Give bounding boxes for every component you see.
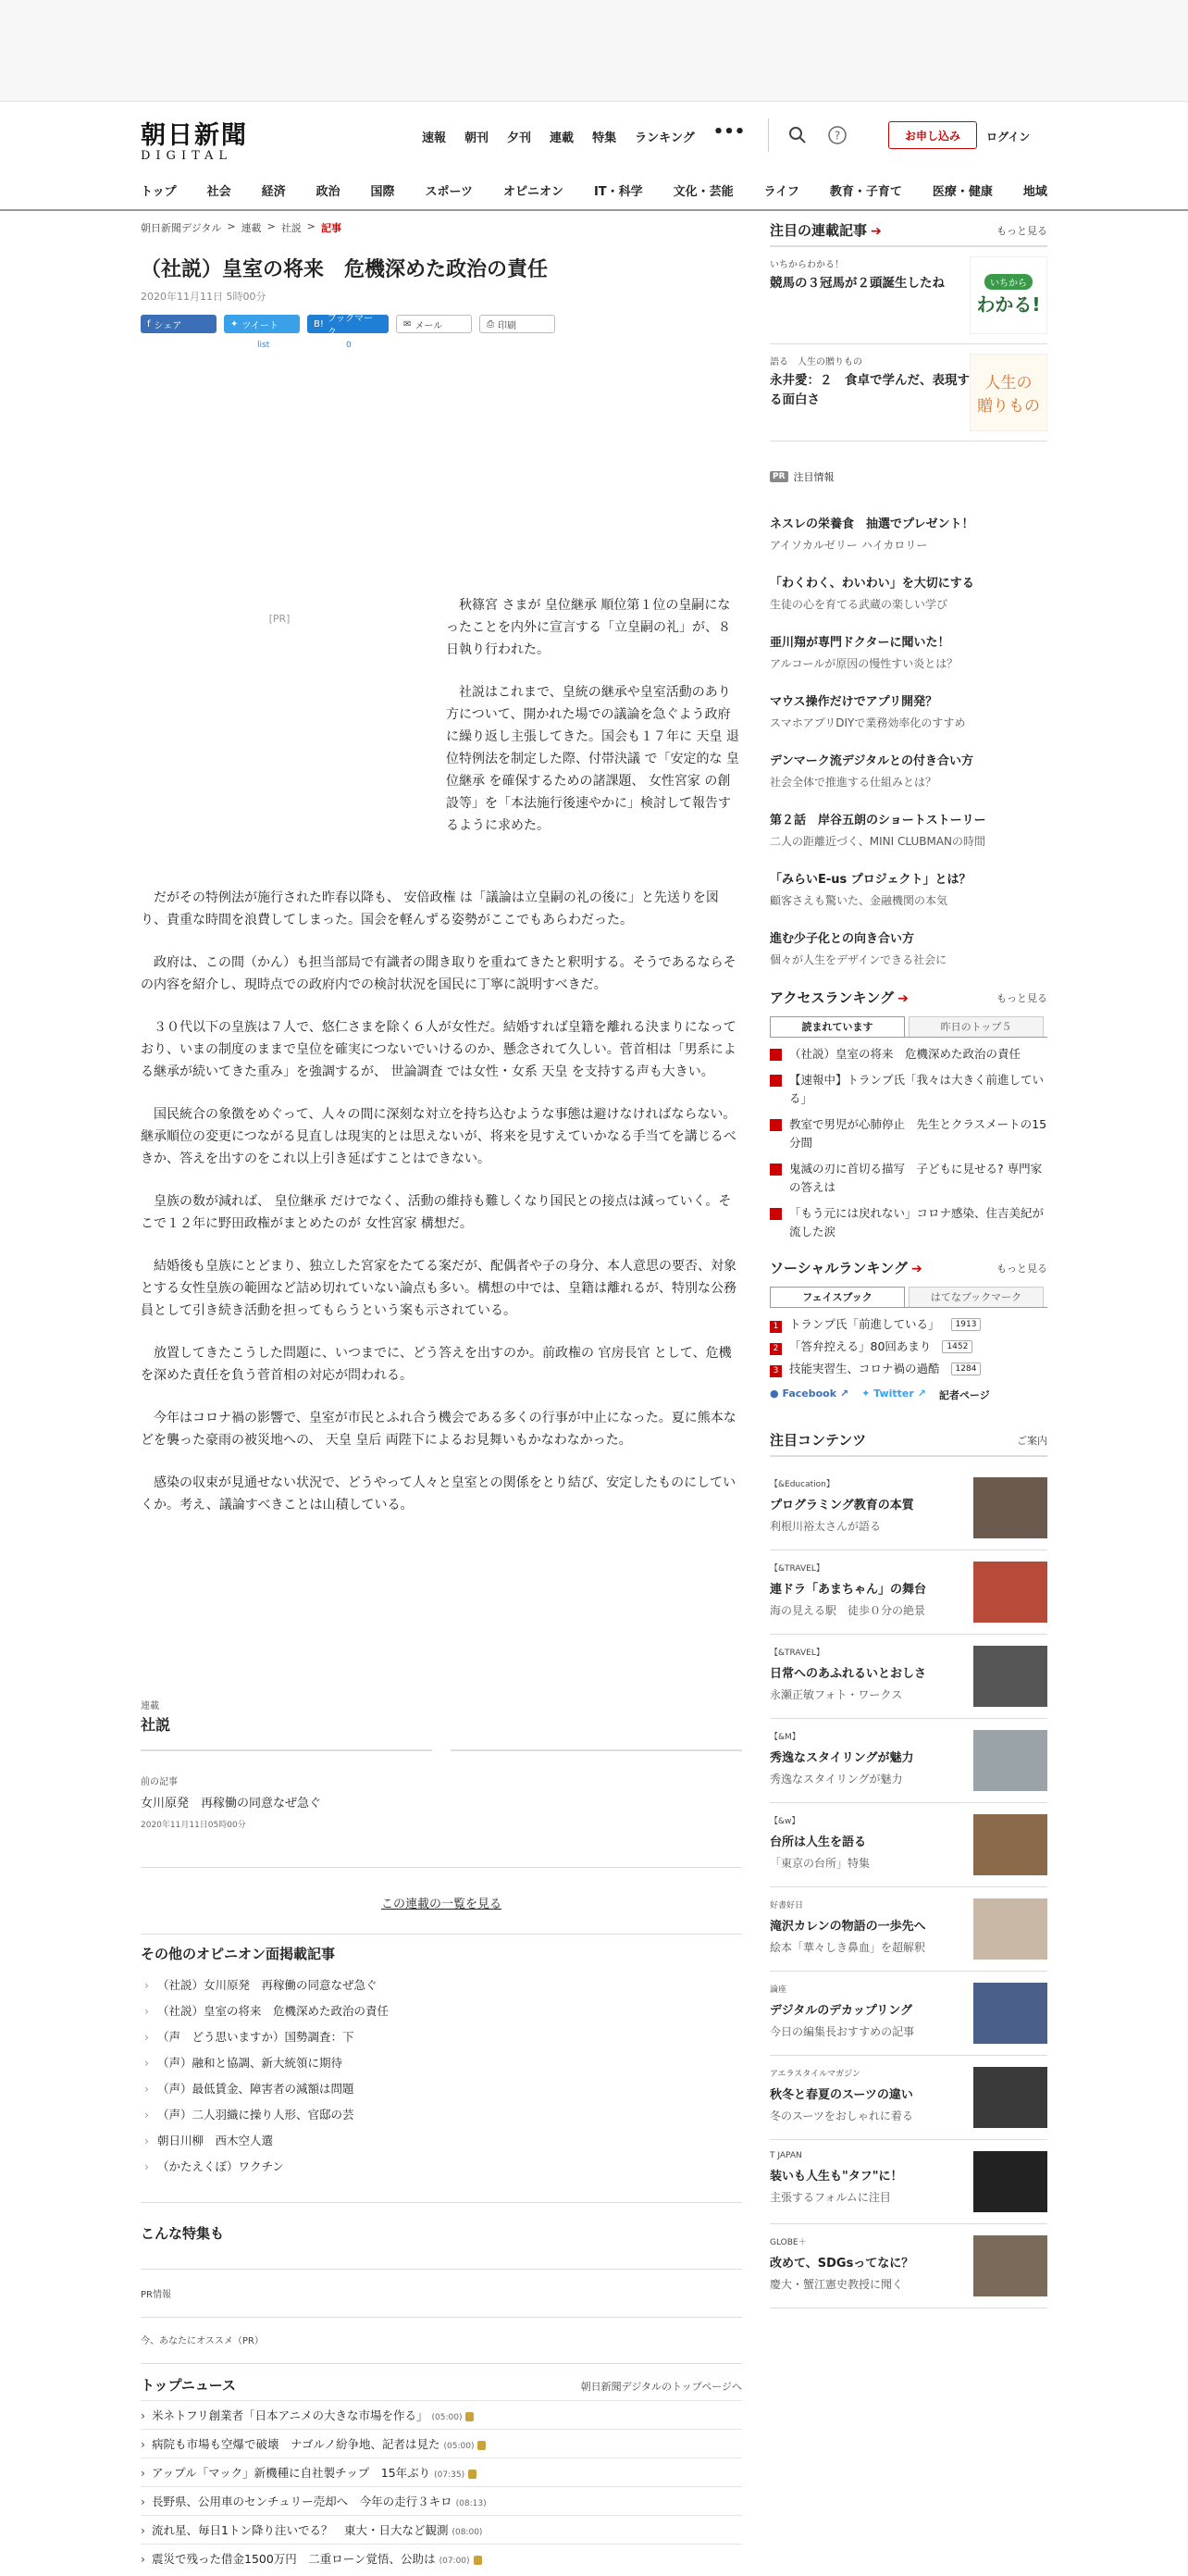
hot-source: アエラスタイルマガジン bbox=[770, 2070, 860, 2079]
other-article-link[interactable]: › （声）最低賃金、障害者の減額は問題 bbox=[141, 2076, 742, 2102]
pr-item[interactable] bbox=[770, 573, 1047, 612]
category-item[interactable]: トップ bbox=[141, 185, 177, 199]
hot-source: 論座 bbox=[770, 1985, 787, 1995]
category-item[interactable]: ライフ bbox=[763, 185, 799, 199]
breadcrumb-item[interactable]: 朝日新聞デジタル bbox=[141, 222, 222, 234]
site-logo[interactable] bbox=[141, 115, 248, 163]
article-date: 2020年11月11日 5時00分 bbox=[141, 291, 266, 303]
hot-sub: 永瀬正敏フォト・ワークス bbox=[770, 1688, 903, 1701]
hot-content-item[interactable] bbox=[770, 1550, 1047, 1635]
hot-source: GLOBE＋ bbox=[770, 2238, 807, 2247]
pr-tag: PR bbox=[770, 471, 788, 482]
header-divider bbox=[768, 118, 769, 152]
print-icon: ⎙ bbox=[487, 318, 494, 330]
hot-source: 【&Education】 bbox=[770, 1480, 835, 1489]
ad-label: [PR] bbox=[268, 613, 291, 625]
arrow-right-icon: ➔ bbox=[871, 224, 882, 239]
category-item[interactable]: 社会 bbox=[206, 185, 231, 199]
category-item[interactable]: スポーツ bbox=[425, 185, 474, 199]
hatena-icon: B! bbox=[314, 318, 324, 330]
body-paragraph: 結婚後も皇族にとどまり、独立した宮家をたてる案だが、配偶者や子の身分、本人意思の要否、対象とする女性皇族の範囲など詰め切れていない論点も多い。構想の中では、皇籍は離れるが、特別な公務員として引き続き活動を担ってもらうという案も示されている。 bbox=[141, 1259, 736, 1318]
share-count: 1284 bbox=[951, 1363, 982, 1375]
pr-sub: 社会全体で推進する仕組みとは？ bbox=[770, 776, 937, 789]
hot-source: T JAPAN bbox=[770, 2151, 802, 2160]
arrow-right-icon: ➔ bbox=[897, 991, 909, 1006]
hot-thumbnail bbox=[973, 1562, 1047, 1623]
social-ranking-title: トランプ氏「前進している」 bbox=[789, 1317, 940, 1331]
pr-headline: ネスレの栄養食 抽選でプレゼント！ bbox=[770, 517, 974, 531]
rank-marker bbox=[770, 1164, 782, 1176]
pr-sub: 個々が人生をデザインできる社会に bbox=[770, 953, 947, 966]
category-item[interactable]: 教育・子育て bbox=[829, 185, 902, 199]
hot-source: 好書好日 bbox=[770, 1901, 804, 1910]
mail-button[interactable] bbox=[396, 315, 472, 333]
hot-content-item[interactable] bbox=[770, 1803, 1047, 1887]
category-item[interactable]: 地域 bbox=[1022, 185, 1047, 199]
category-item[interactable]: 国際 bbox=[370, 185, 395, 199]
jinsei-badge-top: 人生の bbox=[984, 374, 1033, 392]
breadcrumb-sep: > bbox=[227, 220, 236, 232]
body-paragraph: 今年はコロナ禍の影響で、皇室が市民とふれ合う機会である多くの行事が中止になった。夏に熊本などを襲った豪雨の被災地への、 天皇 皇后 両陛下によるお見舞いもかなわなかった。 bbox=[141, 1411, 736, 1448]
twitter-icon: ✦ bbox=[230, 318, 239, 330]
serial-sub: いちからわかる！ bbox=[770, 260, 844, 270]
access-ranking-title bbox=[770, 988, 909, 1007]
hot-headline: 秀逸なスタイリングが魅力 bbox=[770, 1751, 914, 1765]
hot-headline: 日常へのあふれるいとおしさ bbox=[770, 1667, 927, 1681]
lock-icon bbox=[477, 2441, 486, 2450]
hot-thumbnail bbox=[973, 2235, 1047, 2296]
pr-headline: デンマーク流デジタルとの付き合い方 bbox=[770, 754, 973, 768]
breadcrumb-item[interactable]: 社説 bbox=[280, 222, 302, 234]
top-news-item[interactable] bbox=[141, 2486, 742, 2515]
hot-thumbnail bbox=[973, 2067, 1047, 2128]
news-title: 震災で残った借金1500万円 二重ローン覚悟、公助は bbox=[152, 2552, 436, 2566]
hot-content-item[interactable] bbox=[770, 2140, 1047, 2224]
header-nav bbox=[422, 122, 746, 145]
pr-item[interactable] bbox=[770, 810, 1047, 849]
category-item[interactable]: 経済 bbox=[261, 185, 286, 199]
top-news-item[interactable] bbox=[141, 2400, 742, 2429]
ranking-item[interactable] bbox=[770, 1071, 1047, 1108]
hot-sub: 冬のスーツをおしゃれに着る bbox=[770, 2109, 913, 2122]
access-ranking-list bbox=[770, 1045, 1047, 1241]
pr-headline: 「わくわく、わいわい」を大切にする bbox=[770, 577, 974, 591]
rank-number: 1 bbox=[770, 1321, 782, 1333]
hot-headline: 改めて、SDGsってなに？ bbox=[770, 2257, 914, 2271]
category-item[interactable]: 医療・健康 bbox=[932, 185, 993, 199]
hot-content-item[interactable] bbox=[770, 2224, 1047, 2308]
hot-sub: 海の見える駅 徒歩０分の絶景 bbox=[770, 1604, 926, 1617]
hot-content-item[interactable] bbox=[770, 1466, 1047, 1550]
twitter-link-label: Twitter bbox=[873, 1388, 914, 1400]
hot-source: 【&M】 bbox=[770, 1733, 800, 1742]
social-ranking-title bbox=[770, 1258, 922, 1277]
hot-sub: 絵本「華々しき鼻血」を超解釈 bbox=[770, 1941, 926, 1954]
news-time: (05:00) bbox=[431, 2413, 463, 2422]
share-bar bbox=[141, 314, 742, 338]
other-opinion-articles bbox=[141, 1944, 742, 2180]
body-paragraph: 政府は、この間（かん）も担当部局で有識者の聞き取りを重ねてきたと釈明する。そうであるならその内容を紹介し、現時点での政府内での検討状況を国民に丁寧に説明すべきだ。 bbox=[141, 955, 736, 992]
share-count: 1452 bbox=[942, 1340, 972, 1353]
features-section bbox=[141, 2202, 742, 2243]
hot-thumbnail bbox=[973, 2151, 1047, 2212]
hot-content-item[interactable] bbox=[770, 1972, 1047, 2056]
news-time: (05:00) bbox=[443, 2442, 475, 2451]
ranking-item[interactable] bbox=[770, 1045, 1047, 1064]
hot-thumbnail bbox=[973, 1898, 1047, 1960]
external-link-icon: ↗ bbox=[917, 1388, 926, 1400]
tab-most-read[interactable]: 読まれています bbox=[770, 1016, 905, 1037]
top-news-item[interactable] bbox=[141, 2515, 742, 2544]
external-link-icon: ↗ bbox=[839, 1388, 849, 1400]
hot-sub: 「東京の台所」特集 bbox=[770, 1857, 871, 1870]
category-item[interactable]: IT・科学 bbox=[593, 185, 643, 199]
hot-source: 【&TRAVEL】 bbox=[770, 1649, 824, 1658]
share-count: 1913 bbox=[951, 1318, 982, 1331]
pr-title: 注目情報 bbox=[793, 471, 835, 483]
top-news-item[interactable] bbox=[141, 2458, 742, 2486]
pr-headline: マウス操作だけでアプリ開発？ bbox=[770, 695, 938, 709]
previous-title[interactable]: 女川原発 再稼働の同意なぜ急ぐ bbox=[141, 1797, 322, 1811]
breadcrumb-item[interactable]: 連載 bbox=[241, 222, 262, 234]
hot-content-item[interactable] bbox=[770, 1719, 1047, 1803]
twitter-link[interactable] bbox=[861, 1388, 926, 1402]
hatena-bookmark-button[interactable] bbox=[307, 314, 389, 338]
serial-title-text: 注目の連載記事 bbox=[770, 222, 868, 239]
ranking-title: （社説）皇室の将来 危機深めた政治の責任 bbox=[789, 1047, 1021, 1061]
hot-content-item[interactable] bbox=[770, 1635, 1047, 1719]
hot-thumbnail bbox=[973, 1814, 1047, 1875]
pr-sub: スマホアプリDIYで業務効率化のすすめ bbox=[770, 716, 966, 729]
hot-sub: 慶大・蟹江憲史教授に聞く bbox=[770, 2278, 904, 2291]
more-menu-icon[interactable]: ••• bbox=[712, 122, 746, 142]
category-nav bbox=[141, 181, 1047, 199]
divider bbox=[770, 1455, 1047, 1457]
rank-number: 3 bbox=[770, 1365, 782, 1377]
social-ranking-item[interactable] bbox=[770, 1360, 1047, 1378]
ranking-item[interactable] bbox=[770, 1160, 1047, 1197]
reporter-page-link[interactable]: 記者ページ bbox=[938, 1389, 990, 1401]
facebook-icon: ● bbox=[770, 1388, 779, 1400]
pr-sub: アルコールが原因の慢性すい炎とは？ bbox=[770, 657, 959, 670]
logo-main: 朝日新聞 bbox=[141, 121, 248, 150]
hot-source: 【&w】 bbox=[770, 1817, 800, 1826]
tweet-button[interactable] bbox=[224, 315, 300, 333]
previous-date: 2020年11月11日05時00分 bbox=[141, 1821, 246, 1830]
other-article-link[interactable]: › （社説）女川原発 再稼働の同意なぜ急ぐ bbox=[141, 1972, 742, 1998]
social-links bbox=[770, 1388, 1047, 1402]
wakaru-badge-bottom: わかる! bbox=[976, 293, 1041, 316]
pr-sub: 二人の距離近づく、MINI CLUBMANの時間 bbox=[770, 835, 986, 848]
news-title: 長野県、公用車のセンチュリー売却へ 今年の走行３キロ bbox=[152, 2495, 452, 2508]
ranking-title: 「もう元には戻れない」コロナ感染、住吉美紀が流した涙 bbox=[789, 1206, 1045, 1238]
hatena-count[interactable]: 0 bbox=[346, 341, 352, 350]
news-time: (07:35) bbox=[434, 2470, 465, 2480]
hot-headline: 装いも人生も"タフ"に！ bbox=[770, 2170, 903, 2184]
pr-item[interactable] bbox=[770, 514, 1047, 553]
main-column bbox=[141, 220, 742, 2566]
news-title: アップル「マック」新機種に自社製チップ 15年ぶり bbox=[152, 2466, 431, 2480]
article-body bbox=[141, 887, 742, 1537]
social-ranking-item[interactable] bbox=[770, 1338, 1047, 1356]
hot-content-list bbox=[770, 1466, 1047, 2308]
nav-item[interactable]: ランキング bbox=[635, 131, 695, 145]
category-item[interactable]: オピニオン bbox=[502, 185, 563, 199]
nav-item[interactable]: 速報 bbox=[422, 131, 447, 145]
jinsei-logo-thumbnail bbox=[970, 354, 1047, 431]
series-divider bbox=[141, 1749, 742, 1751]
hot-thumbnail bbox=[973, 1983, 1047, 2044]
rank-marker bbox=[770, 1119, 782, 1131]
top-page-link[interactable]: 朝日新聞デジタルのトップページへ bbox=[580, 2381, 742, 2393]
other-article-link[interactable]: › （声）融和と協調、新大統領に期待 bbox=[141, 2050, 742, 2076]
print-button[interactable] bbox=[479, 315, 555, 333]
news-time: (07:00) bbox=[439, 2557, 470, 2566]
hot-thumbnail bbox=[973, 1646, 1047, 1707]
mail-icon: ✉ bbox=[403, 318, 412, 330]
nav-item[interactable]: 連載 bbox=[550, 131, 575, 145]
hot-content-item[interactable] bbox=[770, 1887, 1047, 1972]
mail-label: メール bbox=[415, 320, 443, 331]
social-title-text: ソーシャルランキング bbox=[770, 1260, 908, 1276]
tab-facebook[interactable]: フェイスブック bbox=[770, 1287, 905, 1307]
social-ranking-title: 技能実習生、コロナ禍の過酷 bbox=[789, 1362, 940, 1375]
pr-item[interactable] bbox=[770, 869, 1047, 908]
other-article-link[interactable]: › （社説）皇室の将来 危機深めた政治の責任 bbox=[141, 1998, 742, 2024]
ranking-item[interactable] bbox=[770, 1204, 1047, 1241]
tab-yesterday-top5[interactable]: 昨日のトップ５ bbox=[909, 1016, 1044, 1037]
hot-sub: 利根川裕太さんが語る bbox=[770, 1520, 882, 1533]
rank-number: 2 bbox=[770, 1343, 782, 1355]
series-section bbox=[141, 1698, 742, 2572]
pr-list bbox=[770, 514, 1047, 967]
category-item[interactable]: 文化・芸能 bbox=[673, 185, 734, 199]
facebook-link[interactable] bbox=[770, 1388, 848, 1402]
previous-label: 前の記事 bbox=[141, 1777, 178, 1787]
pr-headline: 進む少子化との向き合い方 bbox=[770, 932, 915, 946]
login-link[interactable]: ログイン bbox=[986, 131, 1031, 143]
hot-content-item[interactable] bbox=[770, 2056, 1047, 2140]
breadcrumb-sep: > bbox=[306, 220, 316, 232]
lock-icon bbox=[465, 2412, 474, 2421]
hot-sub: 主張するフォルムに注目 bbox=[770, 2191, 891, 2204]
body-paragraph: 感染の収束が見通せない状況で、どうやって人々と皇室との関係をとり結び、安定したものにしていくか。考え、議論すべきことは山積している。 bbox=[141, 1475, 736, 1512]
divider bbox=[141, 1934, 742, 1935]
hot-headline: デジタルのデカップリング bbox=[770, 2004, 913, 2018]
news-title: 病院も市場も空爆で破壊 ナゴルノ紛争地、記者は見た bbox=[152, 2437, 440, 2451]
other-articles-title: その他のオピニオン面掲載記事 bbox=[141, 1946, 336, 1962]
wakaru-badge-top: いちから bbox=[984, 274, 1033, 290]
tab-hatena-bookmark[interactable]: はてなブックマーク bbox=[909, 1287, 1044, 1307]
top-news bbox=[141, 2363, 742, 2572]
social-tabs bbox=[770, 1287, 1047, 1308]
nav-item[interactable]: 朝刊 bbox=[464, 131, 489, 145]
news-time: (08:00) bbox=[452, 2528, 483, 2537]
hot-sub: 今日の編集長おすすめの記事 bbox=[770, 2025, 915, 2038]
hot-headline: プログラミング教育の本質 bbox=[770, 1499, 914, 1512]
category-item[interactable]: 政治 bbox=[316, 185, 340, 199]
body-paragraph: ３０代以下の皇族は７人で、悠仁さまを除く６人が女性だ。結婚すれば皇籍を離れる決まりになっており、いまの制度のままで皇位を確実につないでいけるのか、懸念されて久しい。菅首相は「男系による継承が続いてきた重み」を強調するが、 世論調査 では女性・女系 天皇 を支持する声も大きい。 bbox=[141, 1020, 736, 1079]
article-title: （社説）皇室の将来 危機深めた政治の責任 bbox=[141, 258, 549, 281]
pr-item[interactable] bbox=[770, 751, 1047, 790]
facebook-link-label: Facebook bbox=[782, 1388, 837, 1400]
pr-headline: 「みらいE-us プロジェクト」とは？ bbox=[770, 873, 971, 887]
hot-content-guide-link[interactable]: ご案内 bbox=[1017, 1434, 1047, 1447]
series-caption: 連載 bbox=[141, 1701, 159, 1711]
serial-more-link[interactable]: もっと見る bbox=[996, 224, 1047, 237]
access-title-text: アクセスランキング bbox=[770, 989, 895, 1006]
arrow-right-icon: ➔ bbox=[910, 1262, 922, 1276]
print-label: 印刷 bbox=[498, 320, 516, 331]
body-paragraph: だがその特例法が施行された昨春以降も、 安倍政権 は「議論は立皇嗣の礼の後に」と先送りを図り、貴重な時間を浪費してしまった。国会を軽んずる姿勢がここでもあらわだった。 bbox=[141, 890, 719, 927]
hot-thumbnail bbox=[973, 1730, 1047, 1791]
help-icon[interactable] bbox=[826, 124, 848, 146]
ranking-title: 鬼滅の刃に首切る描写 子どもに見せる? 専門家の答えは bbox=[789, 1162, 1043, 1194]
lock-icon bbox=[474, 2556, 482, 2565]
subscribe-button[interactable]: お申し込み bbox=[888, 121, 977, 149]
serial-section-title bbox=[770, 220, 882, 240]
pr-sub: 顧客さえも驚いた、金融機関の本気 bbox=[770, 894, 948, 907]
pr-sub: 生徒の心を育てる武蔵の楽しい学び bbox=[770, 598, 948, 611]
facebook-share-label: シェア bbox=[154, 320, 182, 331]
top-news-title: トップニュース bbox=[141, 2377, 237, 2394]
news-time: (08:13) bbox=[455, 2499, 487, 2508]
tweet-label: ツイート bbox=[241, 320, 278, 331]
svg-text:?: ? bbox=[834, 129, 841, 143]
article-lead bbox=[446, 594, 742, 857]
social-ranking-list bbox=[770, 1315, 1047, 1378]
hot-sub: 秀逸なスタイリングが魅力 bbox=[770, 1773, 903, 1786]
breadcrumb-current: 記事 bbox=[321, 222, 341, 234]
ranking-title: 【速報中】トランプ氏「我々は大きく前進している」 bbox=[789, 1073, 1045, 1105]
rank-marker bbox=[770, 1049, 782, 1061]
social-more-link[interactable]: もっと見る bbox=[996, 1262, 1047, 1275]
pr-headline: 第２話 岸谷五朗のショートストーリー bbox=[770, 814, 986, 828]
pr-sub: アイソカルゼリー ハイカロリー bbox=[770, 539, 928, 552]
divider bbox=[141, 1867, 742, 1868]
top-news-item[interactable] bbox=[141, 2429, 742, 2458]
social-ranking-title: 「答弁控える」80回あまり bbox=[789, 1339, 932, 1353]
lock-icon bbox=[468, 2470, 476, 2479]
previous-article[interactable] bbox=[141, 1773, 742, 1830]
body-paragraph: 皇族の数が減れば、 皇位継承 だけでなく、活動の維持も難しくなり国民との接点は減っていく。そこで１２年に野田政権がまとめたのが 女性宮家 構想だ。 bbox=[141, 1194, 732, 1231]
hatena-label: ブックマーク bbox=[327, 314, 374, 338]
pr-headline: 亜川翔が専門ドクターに聞いた！ bbox=[770, 636, 950, 650]
other-article-link[interactable]: › 朝日川柳 西木空人選 bbox=[141, 2128, 742, 2154]
news-title: 流れ星、毎日1トン降り注いでる？ 東大・日大など観測 bbox=[152, 2523, 449, 2537]
other-article-link[interactable]: › （声）二人羽織に操り人形、官邸の芸 bbox=[141, 2102, 742, 2128]
facebook-share-button[interactable] bbox=[141, 315, 217, 333]
pr-label: PR情報 bbox=[141, 2269, 742, 2300]
rank-marker bbox=[770, 1075, 782, 1087]
rank-marker bbox=[770, 1208, 782, 1220]
hot-source: 【&TRAVEL】 bbox=[770, 1564, 824, 1574]
hot-headline: 滝沢カレンの物語の一歩先へ bbox=[770, 1920, 926, 1934]
wakaru-logo-thumbnail bbox=[970, 256, 1047, 334]
serial-sub: 語る 人生の贈りもの bbox=[770, 357, 862, 367]
serial-item[interactable] bbox=[770, 247, 1047, 344]
serial-item[interactable] bbox=[770, 344, 1047, 442]
top-gray-band bbox=[0, 0, 1188, 102]
breadcrumb bbox=[141, 220, 742, 235]
other-article-link[interactable]: › （かたえくぼ）ワクチン bbox=[141, 2154, 742, 2180]
breadcrumb-sep: > bbox=[266, 220, 276, 232]
serial-headline: 永井愛：２ 食卓で学んだ、表現する面白さ bbox=[770, 373, 970, 407]
hot-headline: 秋冬と春夏のスーツの違い bbox=[770, 2088, 913, 2102]
serial-headline: 競馬の３冠馬が２頭誕生したね bbox=[770, 276, 945, 291]
pr-item[interactable] bbox=[770, 691, 1047, 730]
social-ranking-item[interactable] bbox=[770, 1315, 1047, 1334]
recommend-label: 今、あなたにオススメ（PR） bbox=[141, 2317, 742, 2346]
ranking-item[interactable] bbox=[770, 1115, 1047, 1152]
logo-sub: DIGITAL bbox=[141, 149, 233, 163]
body-paragraph: 放置してきたこうした問題に、いつまでに、どう答えを出すのか。前政権の 官房長官 として、危機を深めた責任を負う菅首相の対応が問われる。 bbox=[141, 1346, 732, 1383]
nav-item[interactable]: 夕刊 bbox=[507, 131, 532, 145]
jinsei-badge-bottom: 贈りもの bbox=[977, 397, 1040, 416]
sidebar bbox=[770, 220, 1047, 2308]
features-title: こんな特集も bbox=[141, 2225, 225, 2242]
twitter-icon: ✦ bbox=[861, 1388, 871, 1400]
access-more-link[interactable]: もっと見る bbox=[996, 991, 1047, 1004]
facebook-icon: f bbox=[147, 318, 151, 330]
top-news-item[interactable] bbox=[141, 2544, 742, 2572]
pr-item[interactable] bbox=[770, 928, 1047, 967]
series-list-link[interactable]: この連載の一覧を見る bbox=[380, 1898, 501, 1911]
pr-header bbox=[770, 469, 1047, 484]
ranking-title: 教室で男児が心肺停止 先生とクラスメートの15分間 bbox=[789, 1117, 1047, 1150]
hot-content-title: 注目コンテンツ bbox=[770, 1432, 867, 1449]
nav-bottom-rule bbox=[0, 209, 1188, 211]
hot-headline: 台所は人生を語る bbox=[770, 1836, 867, 1849]
series-name[interactable]: 社説 bbox=[141, 1716, 171, 1734]
other-article-link[interactable]: › （声 どう思いますか）国勢調査：下 bbox=[141, 2024, 742, 2050]
pr-item[interactable] bbox=[770, 632, 1047, 671]
tweet-count[interactable]: list bbox=[257, 341, 270, 350]
hot-thumbnail bbox=[973, 1477, 1047, 1538]
lead-paragraph: 社説はこれまで、皇統の継承や皇室活動のあり方について、開かれた場での議論を急ぐよう政府に繰り返し主張してきた。国会も１７年に 天皇 退位特例法を制定した際、付帯決議 で「安定的な 皇位継承 を確保するための諸課題、 女性宮家 の創設等」を「本法施行後速やかに」検討して報告するように求めた。 bbox=[446, 685, 739, 833]
access-tabs bbox=[770, 1016, 1047, 1038]
nav-item[interactable]: 特集 bbox=[592, 131, 617, 145]
search-icon[interactable] bbox=[786, 124, 809, 146]
news-title: 米ネトフリ創業者「日本アニメの大きな市場を作る」 bbox=[152, 2408, 428, 2422]
body-paragraph: 国民統合の象徴をめぐって、人々の間に深刻な対立を持ち込むような事態は避けなければならない。継承順位の変更につながる見直しは現実的とは思えないが、将来を見すえていかなる手当てを講じるべきか、答えを出すのをこれ以上引き延ばすことはできない。 bbox=[141, 1107, 736, 1166]
lead-paragraph: 秋篠宮 さまが 皇位継承 順位第１位の皇嗣になったことを内外に宣言する「立皇嗣の礼」が、８日執り行われた。 bbox=[446, 598, 731, 657]
hot-headline: 連ドラ「あまちゃん」の舞台 bbox=[770, 1583, 927, 1597]
